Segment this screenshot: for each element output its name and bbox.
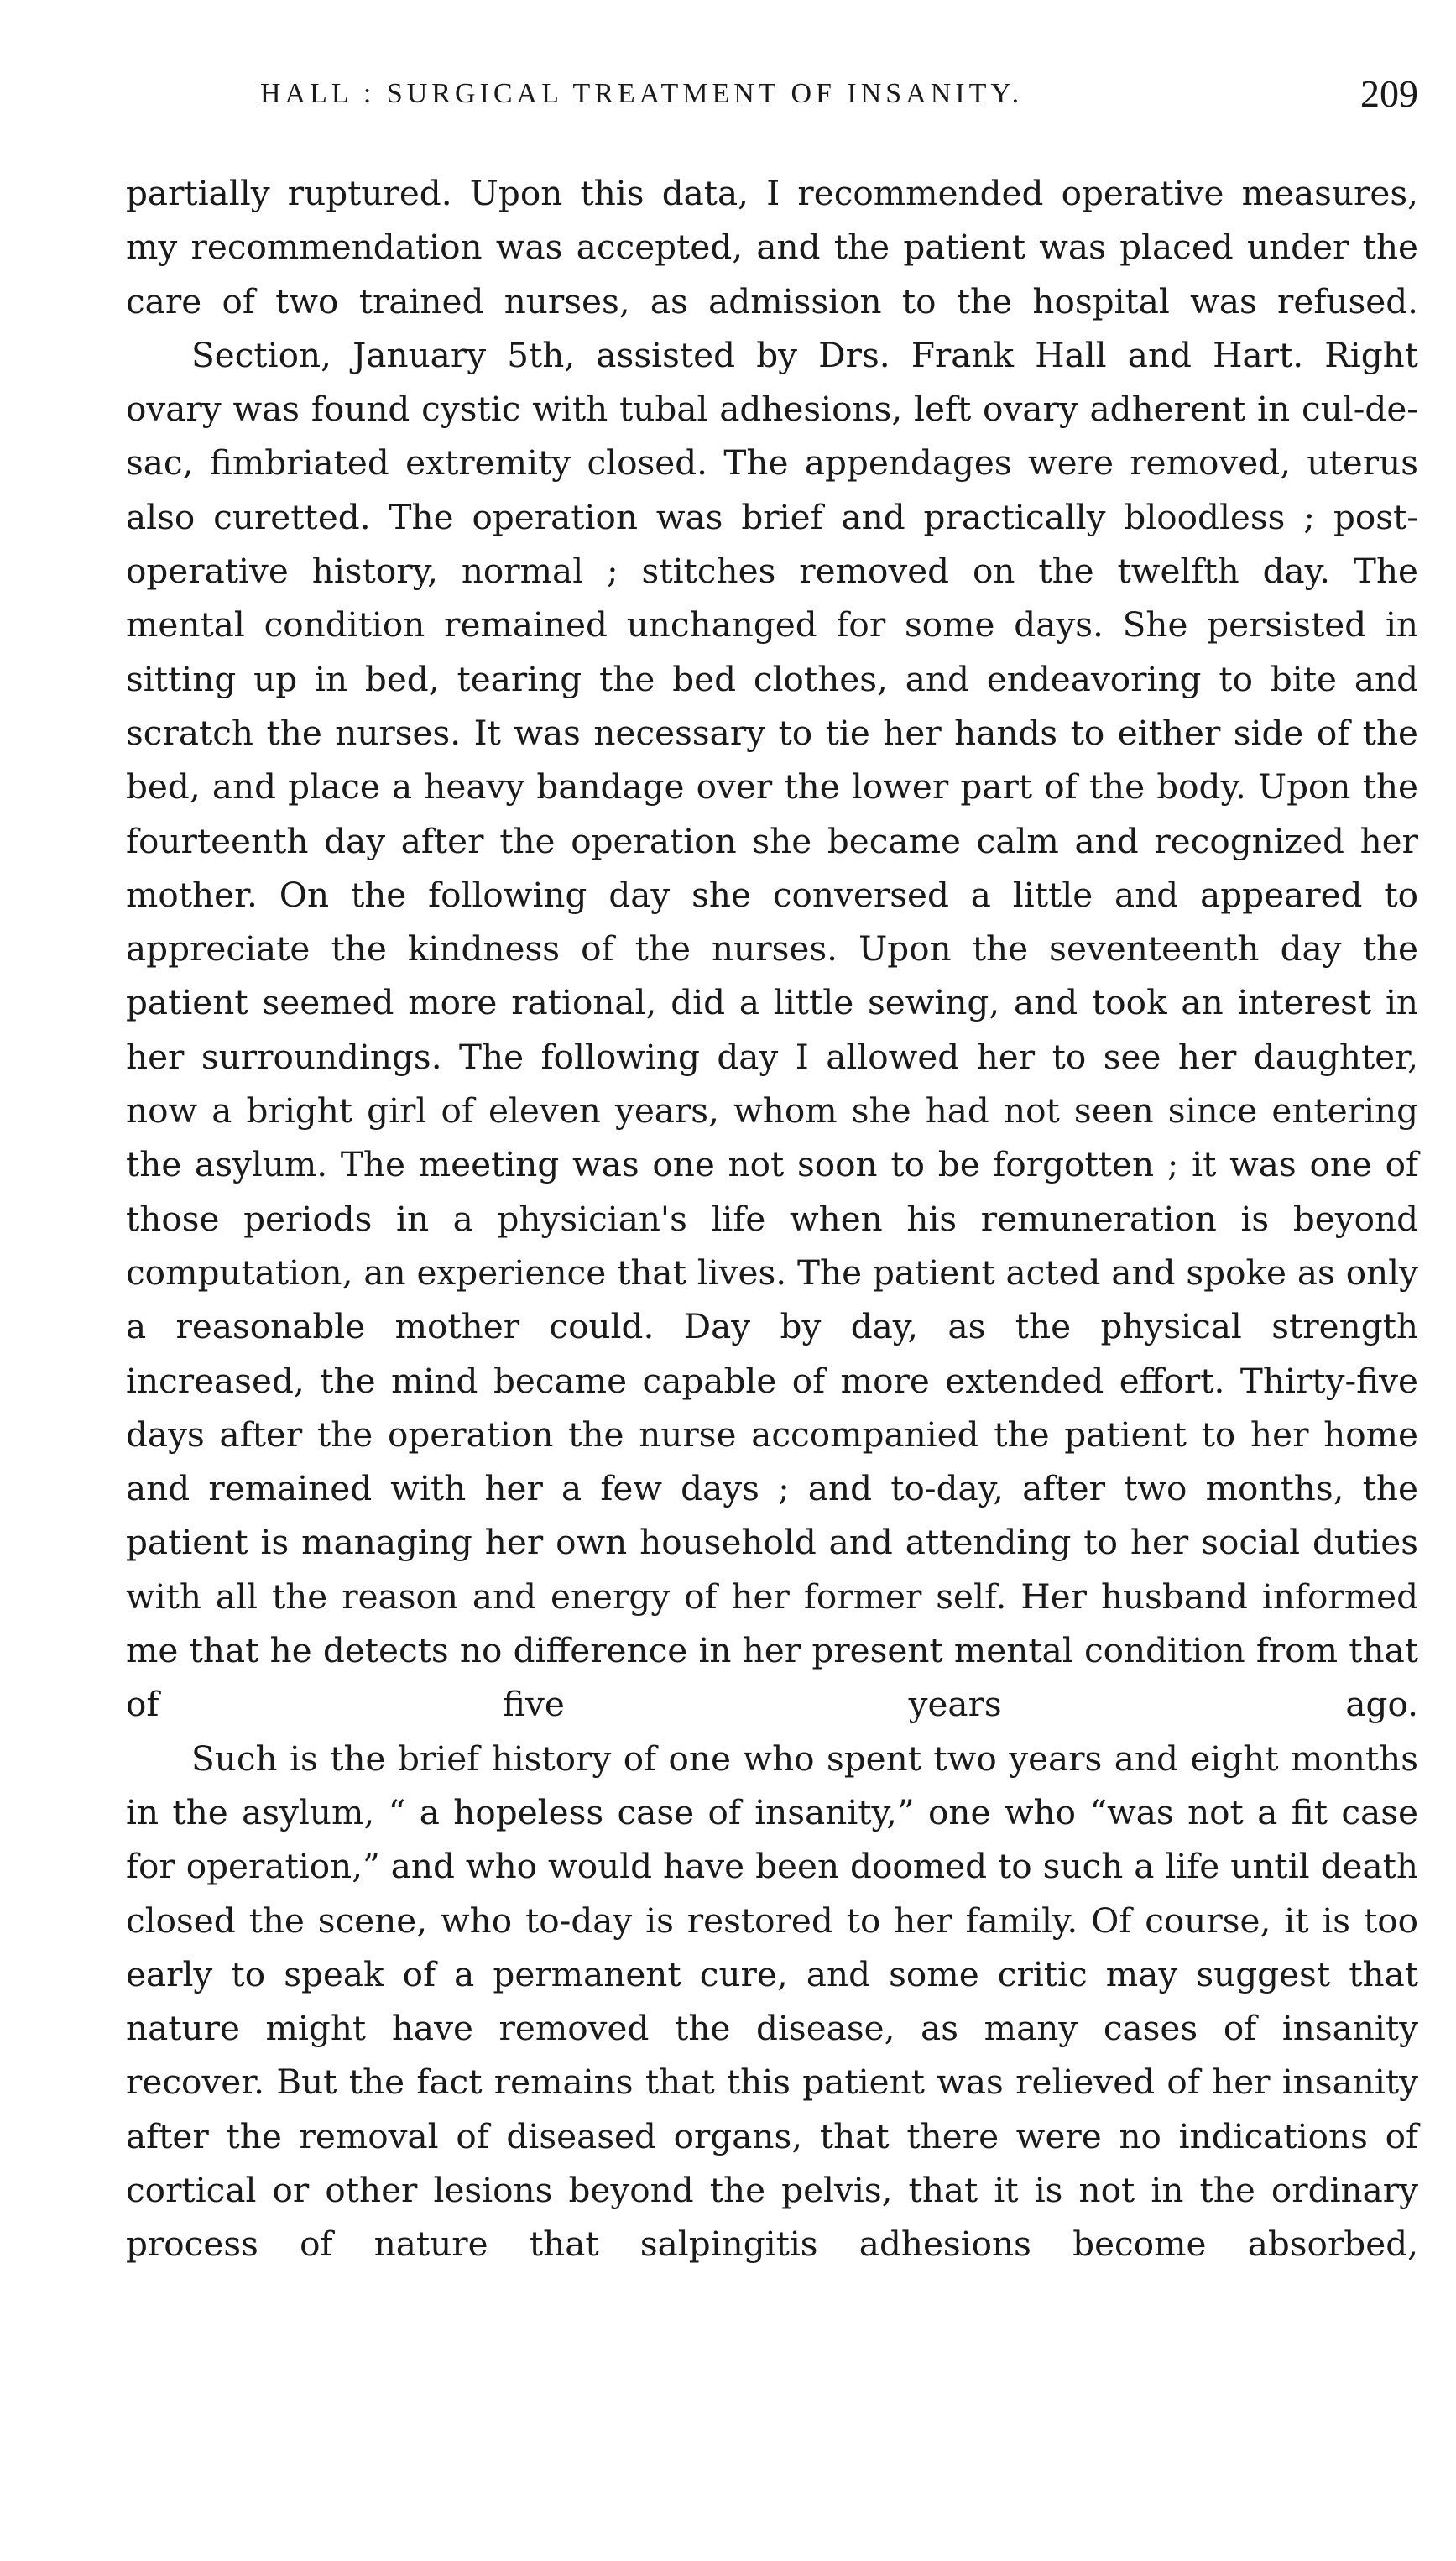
page-number: 209	[1360, 72, 1418, 115]
body-text	[126, 166, 1418, 2271]
paragraph-3: Such is the brief history of one who spent two years and eight months in the asylum, “ a hopeless case of insanity,” one who “was not a fit case for operation,” and who would have been doomed to such a life until death closed the scene, who to-day is restored to her family. Of course, it is too early to speak of a permanent cure, and some critic may suggest that nature might have removed the disease, as many cases of insanity recover. But the fact remains that this patient was relieved of her insanity after the removal of diseased organs, that there were no indications of cortical or other lesions beyond the pelvis, that it is not in the ordinary process of nature that salpingitis adhesions become absorbed,	[126, 1738, 1418, 2265]
paragraph-2: Section, January 5th, assisted by Drs. Frank Hall and Hart. Right ovary was found cystic with tubal adhesions, left ovary adherent in cul-de-sac, fimbriated extremity closed. The appendages were removed, uterus also curetted. The operation was brief and practically bloodless ; post-operative history, normal ; stitches removed on the twelfth day. The mental condition remained unchanged for some days. She persisted in sitting up in bed, tearing the bed clothes, and endeavoring to bite and scratch the nurses. It was necessary to tie her hands to either side of the bed, and place a heavy bandage over the lower part of the body. Upon the fourteenth day after the operation she became calm and recognized her mother. On the following day she conversed a little and appeared to appreciate the kindness of the nurses. Upon the seventeenth day the patient seemed more rational, did a little sewing, and took an interest in her surroundings. The following day I allowed her to see her daughter, now a bright girl of eleven years, whom she had not seen since entering the asylum. The meeting was one not soon to be forgotten ; it was one of those periods in a physician's life when his remuneration is beyond computation, an experience that lives. The patient acted and spoke as only a reasonable mother could. Day by day, as the physical strength increased, the mind became capable of more extended effort. Thirty-five days after the operation the nurse accompanied the patient to her home and remained with her a few days ; and to-day, after two months, the patient is managing her own household and attending to her social duties with all the reason and energy of her former self. Her husband informed me that he detects no difference in her present mental condition from that of five years ago.	[126, 334, 1418, 1725]
running-title: HALL : SURGICAL TREATMENT OF INSANITY.	[260, 78, 1024, 109]
running-head	[126, 69, 1418, 119]
paragraph-1: partially ruptured. Upon this data, I recommended operative measures, my recommendation was accepted, and the patient was placed under the care of two trained nurses, as admission to the hospital was refused.	[126, 173, 1418, 321]
